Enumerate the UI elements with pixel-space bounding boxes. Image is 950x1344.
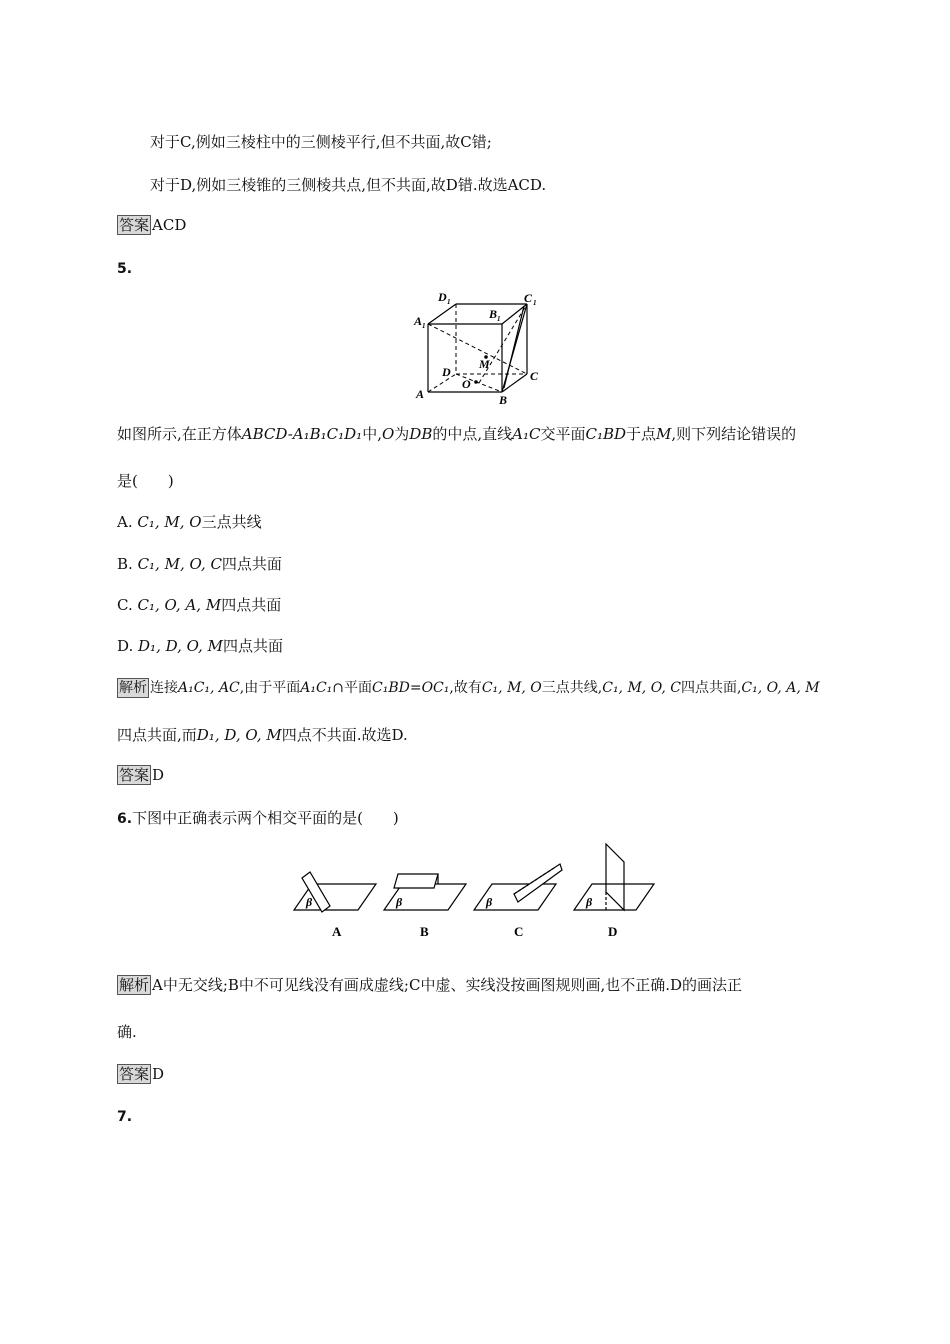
label-D1: D: [438, 290, 447, 304]
planes-figure: [292, 842, 662, 942]
option-text: 四点共面: [221, 555, 282, 573]
answer-value: ACD: [152, 216, 187, 234]
label-B1: B: [489, 307, 498, 321]
option-points: C₁, M, O: [137, 513, 202, 531]
q5-option-d: [117, 636, 283, 656]
label-A1: A: [414, 314, 423, 328]
stem-text: 为: [394, 425, 410, 443]
q5-number: 5.: [117, 261, 133, 277]
analysis-text: A中无交线;B中不可见线没有画成虚线;C中虚、实线没按画图规则画,也不正确.D的画法正: [152, 976, 743, 994]
beta-c: β: [486, 895, 493, 909]
q5-stem-line2: 是( ): [117, 472, 174, 490]
label-M: M: [479, 357, 490, 371]
answer-label: 答案: [119, 216, 150, 234]
answer-label: 答案: [119, 766, 150, 784]
q6-stem: [117, 808, 399, 829]
label-D1-sub: 1: [447, 298, 451, 306]
label-A: A: [416, 387, 425, 401]
label-B: B: [499, 393, 508, 406]
analysis-text: 三点共线,: [541, 680, 603, 696]
q5-option-b: [117, 554, 282, 574]
line-a1c: A₁C: [512, 425, 541, 443]
stem-text: 交平面: [540, 425, 586, 443]
option-points: D₁, D, O, M: [138, 637, 223, 655]
answer-label: 答案: [119, 1065, 150, 1083]
analysis-text: 四点共面,: [680, 680, 742, 696]
label-D: D: [442, 365, 451, 379]
option-text: 三点共线: [201, 513, 262, 531]
analysis-math: A₁C₁, AC: [178, 680, 240, 696]
label-B1-sub: 1: [497, 315, 501, 323]
analysis-text: 连接: [150, 680, 178, 696]
label-C1-sub: 1: [533, 299, 537, 307]
figure-letter-c: C: [514, 924, 524, 939]
analysis-math: D₁, D, O, M: [196, 726, 282, 744]
q6-answer: [117, 1064, 164, 1084]
option-points: C₁, O, A, M: [137, 596, 222, 614]
label-A1-sub: 1: [422, 322, 426, 330]
stem-text: ,则下列结论错误的: [671, 425, 797, 443]
cube-figure: [410, 288, 550, 406]
analysis-text: ∩平面: [332, 680, 373, 696]
option-letter: D.: [117, 637, 139, 655]
answer-value: D: [152, 766, 165, 784]
q6-stem-text: 下图中正确表示两个相交平面的是( ): [132, 809, 399, 827]
analysis-math: C₁, M, O: [481, 680, 542, 696]
option-letter: B.: [117, 555, 138, 573]
analysis-math: A₁C₁: [300, 680, 333, 696]
stem-text: 如图所示,在正方体: [117, 425, 242, 443]
q4-line-d: 对于D,例如三棱锥的三侧棱共点,但不共面,故D错.故选ACD.: [150, 176, 547, 194]
figure-letter-a: A: [332, 924, 342, 939]
analysis-text: 四点不共面.故选D.: [281, 726, 408, 744]
plane-c1bd: C₁BD: [585, 425, 627, 443]
figure-letter-d: D: [608, 924, 618, 939]
option-letter: A.: [117, 513, 138, 531]
q6-analysis-line2: 确.: [117, 1023, 137, 1041]
q5-option-c: [117, 595, 281, 615]
analysis-label: 解析: [119, 976, 150, 994]
q7-number: 7.: [117, 1109, 133, 1125]
option-text: 四点共面: [221, 596, 282, 614]
q5-answer: [117, 765, 164, 785]
q4-answer: [117, 215, 186, 235]
analysis-text: 四点共面,而: [117, 726, 197, 744]
stem-text: 中,: [362, 425, 382, 443]
stem-text: 的中点,直线: [432, 425, 513, 443]
label-O: O: [462, 377, 471, 391]
cube-name: ABCD-A₁B₁C₁D₁: [241, 425, 363, 443]
q5-analysis-line2: [117, 725, 408, 745]
point-o: O: [381, 425, 395, 443]
option-letter: C.: [117, 596, 138, 614]
answer-value: D: [152, 1065, 165, 1083]
label-C1: C: [524, 291, 533, 305]
analysis-text: ,故有: [449, 680, 482, 696]
beta-d: β: [586, 895, 593, 909]
q6-analysis-line1: [117, 975, 742, 995]
analysis-math: C₁BD=OC₁: [372, 680, 450, 696]
q5-stem-line1: [117, 424, 796, 444]
segment-db: DB: [409, 425, 433, 443]
q6-number: 6.: [117, 811, 133, 827]
q5-option-a: [117, 512, 262, 532]
analysis-text: ,由于平面: [239, 680, 301, 696]
analysis-math: C₁, M, O, C: [602, 680, 681, 696]
analysis-math: C₁, O, A, M: [741, 680, 820, 696]
q5-analysis-line1: [117, 678, 820, 698]
beta-b: β: [396, 895, 403, 909]
analysis-label: 解析: [119, 680, 147, 696]
option-text: 四点共面: [222, 637, 283, 655]
option-points: C₁, M, O, C: [137, 555, 222, 573]
point-m: M: [656, 425, 672, 443]
q4-line-c: 对于C,例如三棱柱中的三侧棱平行,但不共面,故C错;: [150, 133, 492, 151]
label-C: C: [530, 369, 539, 383]
figure-letter-b: B: [420, 924, 429, 939]
beta-a: β: [306, 895, 313, 909]
stem-text: 于点: [626, 425, 657, 443]
